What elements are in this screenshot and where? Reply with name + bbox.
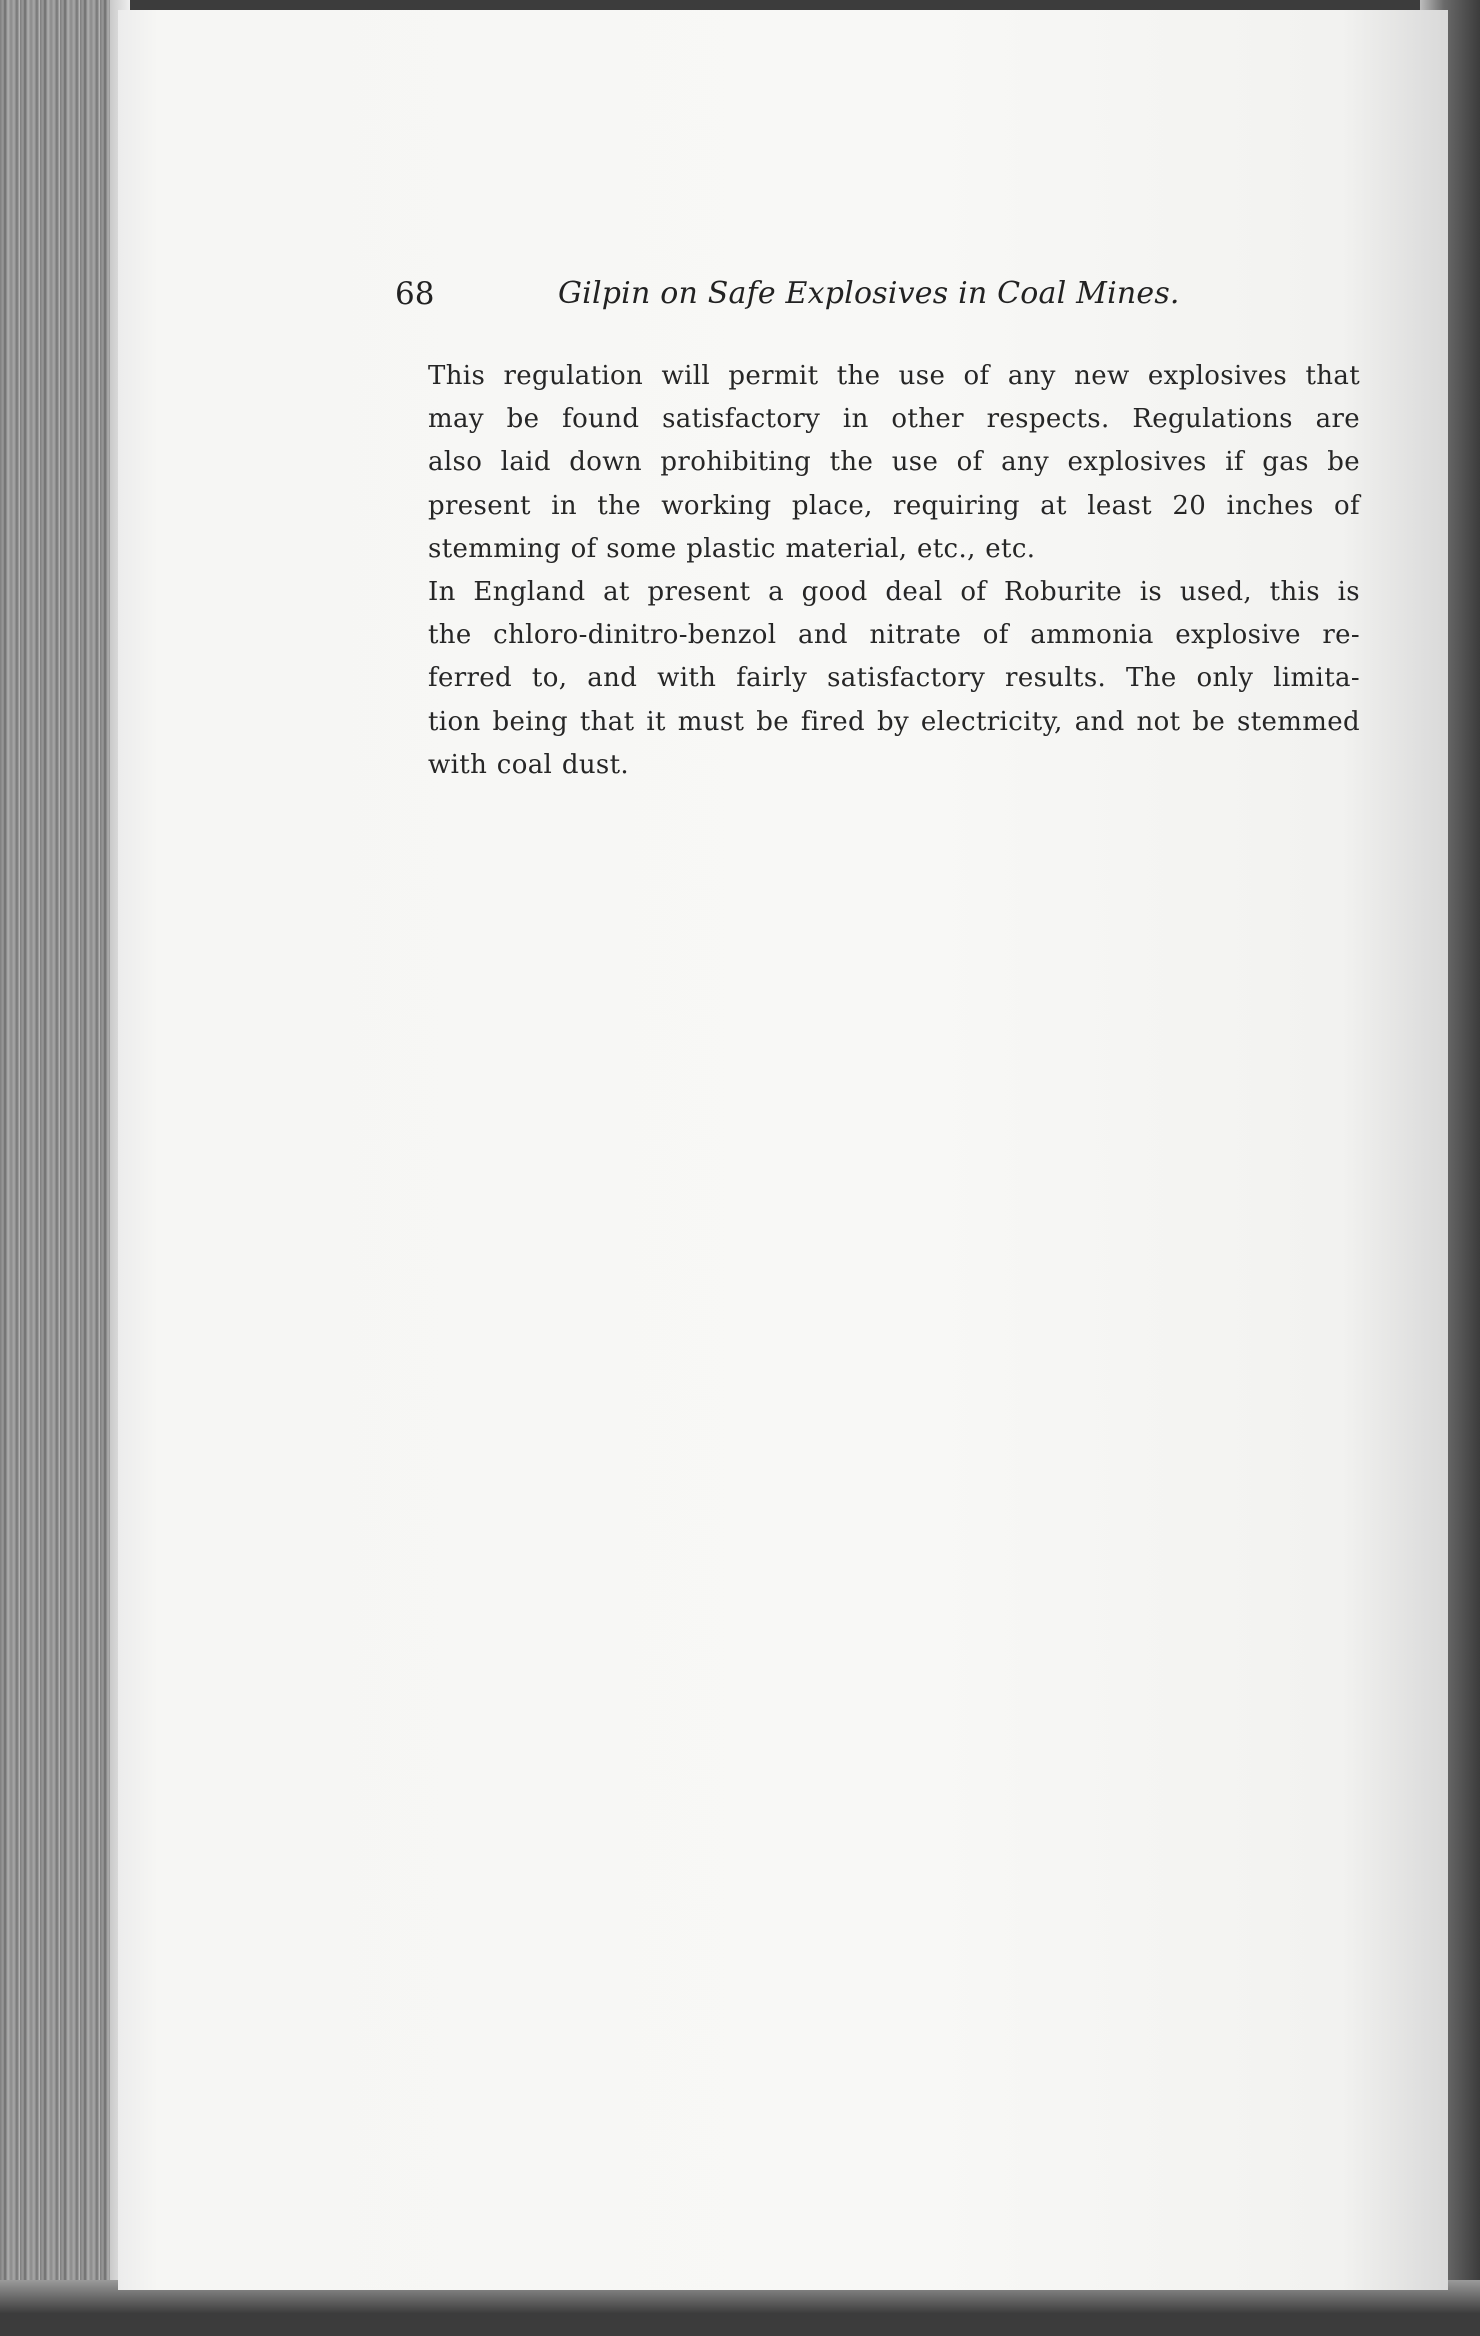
paragraph-1 <box>390 355 1360 571</box>
text-line: In England at present a good deal of Roburite is used, this is <box>428 577 1360 608</box>
page-number: 68 <box>395 276 435 312</box>
running-head <box>395 268 1210 318</box>
body-text <box>390 355 1360 787</box>
page-edges <box>0 0 130 2290</box>
running-title: Gilpin on Safe Explosives in Coal Mines. <box>558 276 1180 311</box>
text-line: stemming of some plastic material, etc., etc. <box>428 533 1036 564</box>
text-line: tion being that it must be fired by electricity, and not be stemmed <box>428 706 1360 737</box>
text-line: This regulation will permit the use of any new explosives that <box>428 361 1360 391</box>
text-line: the chloro-dinitro-benzol and nitrate of ammonia explosive re- <box>428 620 1360 651</box>
text-line: may be found satisfactory in other respects. Regulations are <box>428 404 1360 435</box>
paper-sheet <box>118 10 1448 2290</box>
text-line: present in the working place, requiring at least 20 inches of <box>428 490 1360 521</box>
paragraph-2 <box>390 571 1360 787</box>
text-line: also laid down prohibiting the use of any explosives if gas be <box>428 447 1360 478</box>
text-line: ferred to, and with fairly satisfactory results. The only limita- <box>428 663 1360 694</box>
text-line: with coal dust. <box>428 749 630 780</box>
